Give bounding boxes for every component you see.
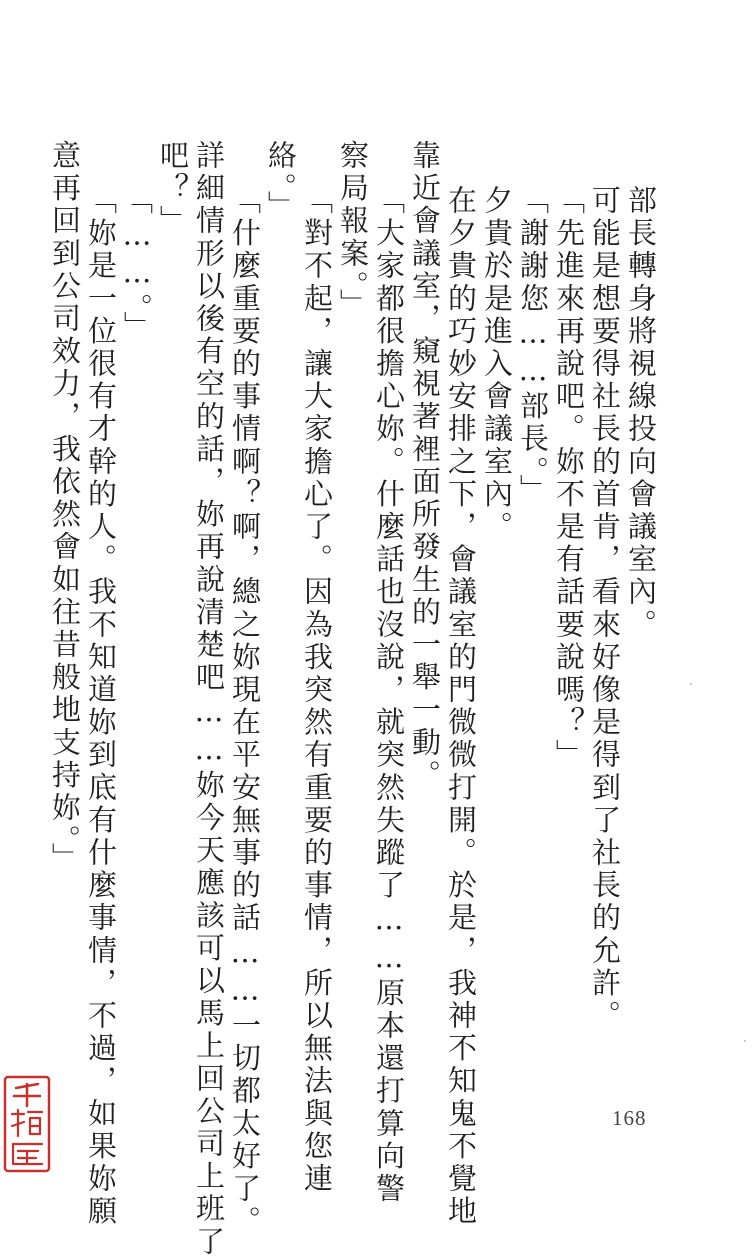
text-column: 夕貴於是進入會議室內。 — [480, 185, 514, 544]
page-number: 168 — [612, 1106, 647, 1130]
text-column: 察局報案。」 — [336, 140, 370, 322]
text-column: 意再回到公司效力，我依然會如往昔般地支持妳。」 — [48, 140, 82, 876]
text-column: 吧？」 — [156, 140, 190, 238]
text-column: 「對不起，讓大家擔心了。因為我突然有重要的事情，所以無法與您連 — [300, 185, 334, 1196]
text-column: 部長轉身將視線投向會議室內。 — [624, 185, 658, 642]
text-column: 可能是想要得社長的首肯，看來好像是得到了社長的允許。 — [588, 185, 622, 1033]
paper-speck — [744, 1040, 746, 1042]
text-column: 「妳是一位很有才幹的人。我不知道妳到底有什麼事情，不過，如果妳願 — [84, 185, 118, 1229]
text-column: 「什麼重要的事情啊？啊，總之妳現在平安無事的話……一切都太好了。 — [228, 185, 262, 1239]
text-column: 詳細情形以後有空的話，妳再說清楚吧……妳今天應該可以馬上回公司上班了 — [192, 140, 226, 1258]
text-column: 「謝謝您……部長。」 — [516, 185, 550, 507]
text-column: 在夕貴的巧妙安排之下，會議室的門微微打開。於是，我神不知鬼不覺地 — [444, 185, 478, 1229]
text-column: 絡。」 — [264, 140, 298, 224]
publisher-seal-stamp — [2, 1074, 52, 1174]
text-column: 「先進來再說吧。妳不是有話要說嗎？」 — [552, 185, 586, 772]
text-column: 「……。」 — [120, 185, 154, 344]
text-column: 靠近會議室，窺視著裡面所發生的一舉一動。 — [408, 140, 442, 792]
paper-speck — [690, 683, 692, 685]
text-column: 「大家都很擔心妳。什麼話也沒說，就突然失蹤了……原本還打算向警 — [372, 185, 406, 1206]
